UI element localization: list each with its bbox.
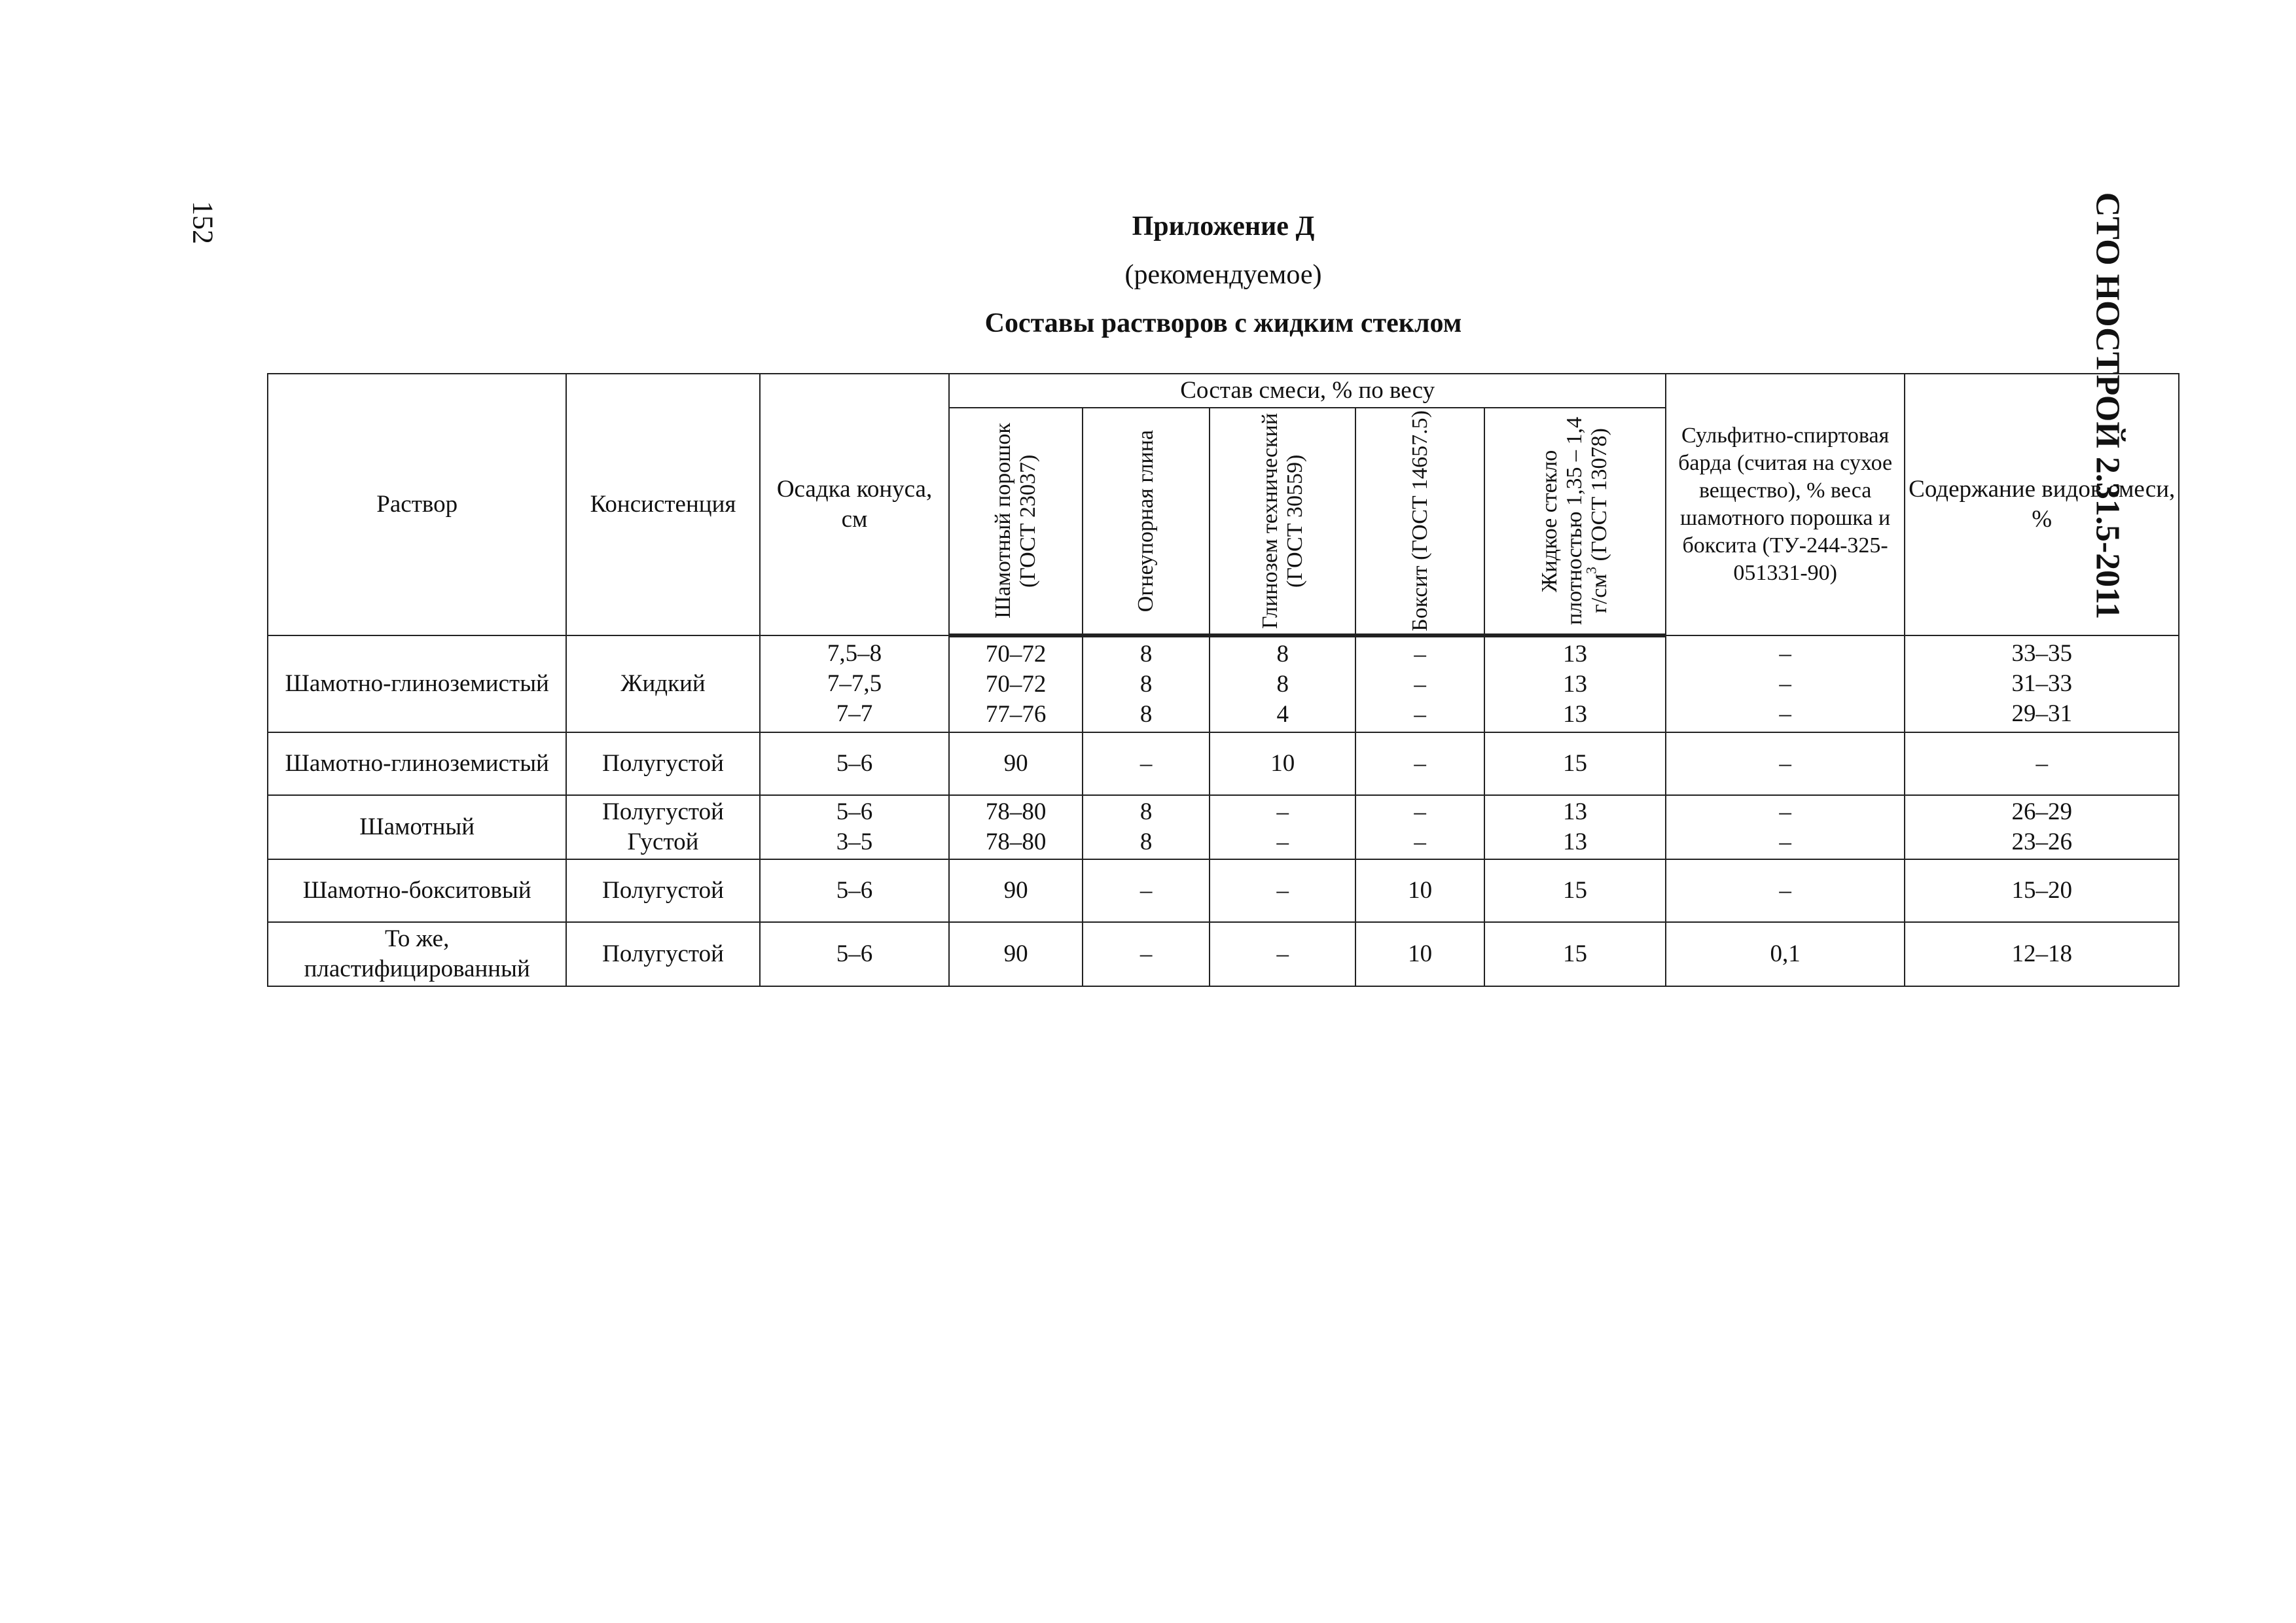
cell-clay <box>1083 859 1210 922</box>
cell-line: – <box>1779 877 1791 904</box>
cell-line: – <box>1779 640 1791 667</box>
cell-mortar <box>268 732 566 795</box>
cell-line: 10 <box>1408 877 1433 904</box>
cell-clay <box>1083 635 1210 732</box>
header-alumina-text: Глинозем технический (ГОСТ 30559) <box>1257 413 1307 629</box>
cell-clay <box>1083 795 1210 859</box>
cell-consistency <box>566 922 759 986</box>
cell-line: – <box>1779 700 1791 727</box>
cell-line: – <box>1414 798 1426 825</box>
cell-alumina <box>1210 859 1355 922</box>
header-consistency: Консистенция <box>566 374 759 635</box>
cell-line: 8 <box>1139 671 1153 698</box>
cell-line: Полугустой <box>602 877 724 904</box>
cell-line: Шамотно-глиноземистый <box>285 670 549 697</box>
cell-chamotte <box>949 922 1082 986</box>
cell-alumina <box>1210 732 1355 795</box>
cell-content <box>1905 732 2179 795</box>
cell-line: – <box>1414 671 1426 698</box>
header-mortar: Раствор <box>268 374 566 635</box>
cell-mortar <box>268 922 566 986</box>
cell-line: 70–72 <box>985 671 1047 698</box>
cell-line: – <box>2036 750 2048 777</box>
cell-line: – <box>1414 701 1426 728</box>
cell-line: 4 <box>1276 701 1289 728</box>
cell-line: – <box>1779 798 1791 825</box>
cell-line: То же, пластифицированный <box>304 925 530 982</box>
cell-line: 15 <box>1562 877 1587 904</box>
cell-glass <box>1484 732 1666 795</box>
cell-line: Полугустой <box>602 750 724 777</box>
table-body <box>268 635 2179 986</box>
cell-slump <box>760 922 950 986</box>
cell-consistency <box>566 732 759 795</box>
cell-line: Жидкий <box>620 670 706 697</box>
cell-line: 5–6 <box>836 877 873 904</box>
cell-mortar <box>268 795 566 859</box>
cell-content <box>1905 795 2179 859</box>
cell-line: – <box>1779 670 1791 697</box>
cell-line: 13 <box>1562 798 1587 825</box>
cell-line: 5–6 <box>836 750 873 777</box>
cell-line: – <box>1139 877 1153 904</box>
cell-consistency <box>566 859 759 922</box>
cell-alumina <box>1210 795 1355 859</box>
cell-sulfite <box>1666 859 1905 922</box>
cell-consistency <box>566 635 759 732</box>
cell-alumina <box>1210 922 1355 986</box>
cell-bauxite <box>1355 795 1484 859</box>
cell-line: 12–18 <box>2011 940 2072 967</box>
cell-line: – <box>1414 641 1426 668</box>
cell-line: 77–76 <box>985 701 1047 728</box>
cell-sulfite <box>1666 635 1905 732</box>
cell-line: 23–26 <box>2011 829 2072 855</box>
cell-line: 5–6 <box>836 940 873 967</box>
cell-line: 10 <box>1270 750 1295 777</box>
cell-sulfite <box>1666 732 1905 795</box>
cell-line: 78–80 <box>985 829 1047 855</box>
cell-line: 8 <box>1139 829 1153 855</box>
cell-line: – <box>1139 940 1153 967</box>
cell-line: 29–31 <box>2011 700 2072 727</box>
cell-alumina <box>1210 635 1355 732</box>
cell-line: 7–7 <box>836 700 873 727</box>
cell-glass <box>1484 922 1666 986</box>
cell-line: 8 <box>1276 671 1289 698</box>
cell-line: 8 <box>1139 701 1153 728</box>
cell-content <box>1905 635 2179 732</box>
cell-line: – <box>1276 829 1289 855</box>
cell-line: 90 <box>1003 877 1028 904</box>
cell-line: Шамотно-глиноземистый <box>285 750 549 777</box>
cell-chamotte <box>949 732 1082 795</box>
cell-line: Полугустой <box>602 940 724 967</box>
document-code: СТО НОСТРОЙ 2.31.5-2011 <box>2089 192 2126 620</box>
cell-line: 15–20 <box>2011 877 2072 904</box>
cell-line: 90 <box>1003 940 1028 967</box>
cell-chamotte <box>949 795 1082 859</box>
cell-clay <box>1083 732 1210 795</box>
cell-line: 13 <box>1562 641 1587 668</box>
cell-sulfite <box>1666 795 1905 859</box>
appendix-title: Приложение Д <box>1132 211 1315 241</box>
cell-line: 0,1 <box>1770 940 1801 967</box>
cell-sulfite <box>1666 922 1905 986</box>
cell-line: – <box>1276 798 1289 825</box>
cell-line: 70–72 <box>985 641 1047 668</box>
cell-line: 15 <box>1562 940 1587 967</box>
cell-line: 8 <box>1139 798 1153 825</box>
cell-consistency <box>566 795 759 859</box>
cell-line: – <box>1779 829 1791 855</box>
cell-line: 8 <box>1276 641 1289 668</box>
cell-line: 31–33 <box>2011 670 2072 697</box>
cell-line: 78–80 <box>985 798 1047 825</box>
cell-line: 33–35 <box>2011 640 2072 667</box>
cell-line: 8 <box>1139 641 1153 668</box>
cell-line: – <box>1139 750 1153 777</box>
cell-line: – <box>1276 940 1289 967</box>
header-clay-text: Огнеупорная глина <box>1134 429 1158 613</box>
cell-content <box>1905 859 2179 922</box>
cell-line: Густой <box>627 829 699 855</box>
cell-mortar <box>268 635 566 732</box>
header-glass-text: Жидкое стекло плотностью 1,35 – 1,4 $г/см^3$ (ГОСТ 13078) <box>1537 417 1612 625</box>
cell-chamotte <box>949 635 1082 732</box>
page-number: 152 <box>187 201 219 244</box>
header-chamotte <box>949 408 1082 635</box>
cell-line: 13 <box>1562 829 1587 855</box>
table-row <box>268 795 2179 859</box>
table-row <box>268 859 2179 922</box>
cell-line: 90 <box>1003 750 1028 777</box>
cell-line: – <box>1414 750 1426 777</box>
header-sulfite: Сульфитно-спиртовая барда (считая на сухое вещество), % веса шамотного порошка и боксита (ТУ-244-325-051331-90) <box>1666 374 1905 635</box>
cell-chamotte <box>949 859 1082 922</box>
appendix-status: (рекомендуемое) <box>1124 260 1322 290</box>
cell-line: 7–7,5 <box>827 670 882 697</box>
cell-line: – <box>1779 750 1791 777</box>
header-glass <box>1484 408 1666 635</box>
cell-bauxite <box>1355 922 1484 986</box>
cell-line: 5–6 <box>836 798 873 825</box>
cell-glass <box>1484 795 1666 859</box>
cell-bauxite <box>1355 732 1484 795</box>
header-mix-group: Состав смеси, % по весу <box>949 374 1665 408</box>
header-bauxite <box>1355 408 1484 635</box>
cell-slump <box>760 859 950 922</box>
header-slump: Осадка конуса, см <box>760 374 950 635</box>
cell-mortar <box>268 859 566 922</box>
cell-line: – <box>1414 829 1426 855</box>
table-title: Составы растворов с жидким стеклом <box>984 308 1462 338</box>
cell-line: 10 <box>1408 940 1433 967</box>
cell-line: 3–5 <box>836 829 873 855</box>
cell-line: 13 <box>1562 671 1587 698</box>
cell-slump <box>760 732 950 795</box>
composition-table <box>267 373 2179 987</box>
cell-line: 13 <box>1562 701 1587 728</box>
table-row <box>268 922 2179 986</box>
table-row <box>268 732 2179 795</box>
cell-line: Полугустой <box>602 798 724 825</box>
cell-line: Шамотно-бокситовый <box>302 877 531 904</box>
header-bauxite-text: Боксит (ГОСТ 14657.5) <box>1407 410 1432 632</box>
cell-bauxite <box>1355 635 1484 732</box>
header-clay <box>1083 408 1210 635</box>
cell-line: 15 <box>1562 750 1587 777</box>
header-alumina <box>1210 408 1355 635</box>
cell-bauxite <box>1355 859 1484 922</box>
cell-line: 26–29 <box>2011 798 2072 825</box>
cell-slump <box>760 795 950 859</box>
table-row <box>268 635 2179 732</box>
cell-slump <box>760 635 950 732</box>
header-content: Содержание видов смеси, % <box>1905 374 2179 635</box>
cell-line: 7,5–8 <box>827 640 882 667</box>
cell-line: – <box>1276 877 1289 904</box>
cell-glass <box>1484 635 1666 732</box>
header-chamotte-text: Шамотный порошок (ГОСТ 23037) <box>991 423 1041 619</box>
cell-content <box>1905 922 2179 986</box>
cell-clay <box>1083 922 1210 986</box>
cell-glass <box>1484 859 1666 922</box>
cell-line: Шамотный <box>359 813 475 840</box>
